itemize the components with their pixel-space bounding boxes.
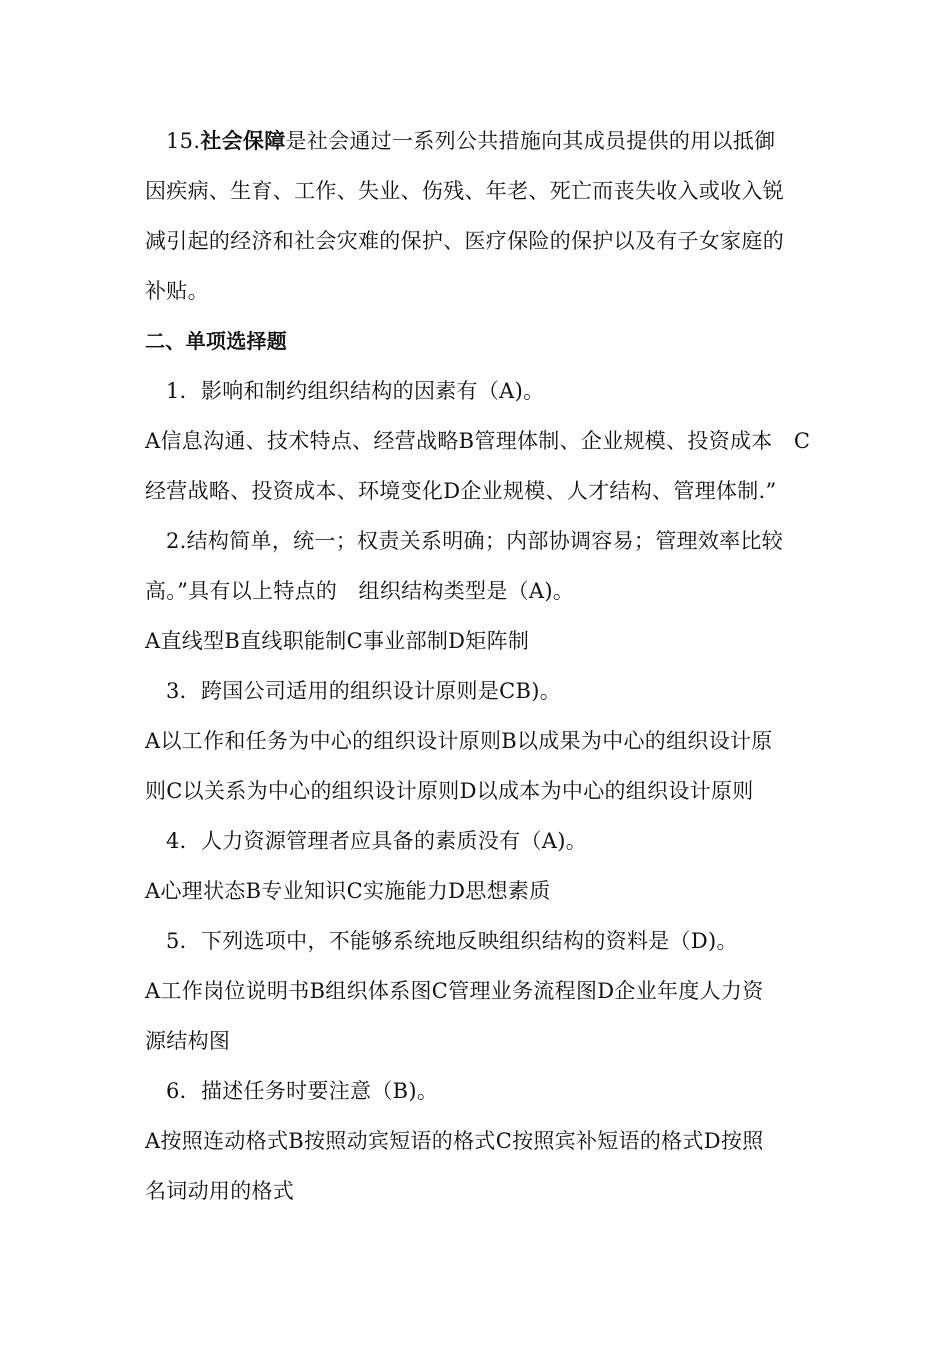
question-1-options-line-1: A信息沟通、技术特点、经营战略B管理体制、企业规模、投资成本 C — [145, 429, 811, 453]
question-5-options-line-2: 源结构图 — [145, 1029, 231, 1053]
key-term: 社会保障 — [200, 128, 286, 153]
question-6-options-line-2: 名词动用的格式 — [145, 1179, 295, 1203]
question-4-stem: 4．人力资源管理者应具备的素质没有（A)。 — [166, 829, 588, 853]
question-2-options: A直线型B直线职能制C事业部制D矩阵制 — [145, 629, 530, 653]
question-3-stem: 3．跨国公司适用的组织设计原则是CB)。 — [166, 679, 562, 703]
paragraph-15-line-2: 因疾病、生育、工作、失业、伤残、年老、死亡而丧失收入或收入锐 — [145, 179, 784, 203]
question-6-options-line-1: A按照连动格式B按照动宾短语的格式C按照宾补短语的格式D按照 — [145, 1129, 764, 1153]
question-2-stem-line-1: 2.结构简单，统一；权责关系明确；内部协调容易；管理效率比较 — [166, 529, 784, 553]
definition-text: 是社会通过一系列公共措施向其成员提供的用以抵御 — [285, 129, 776, 153]
section-heading: 二、单项选择题 — [145, 329, 288, 353]
paragraph-15-line-4: 补贴。 — [145, 279, 209, 303]
question-6-stem: 6．描述任务时要注意（B)。 — [166, 1079, 439, 1103]
question-1-stem: 1．影响和制约组织结构的因素有（A)。 — [166, 379, 545, 403]
question-5-stem: 5．下列选项中，不能够系统地反映组织结构的资料是（D)。 — [166, 929, 738, 953]
question-2-stem-line-2: 高。”具有以上特点的 组织结构类型是（A)。 — [145, 579, 575, 603]
paragraph-15-line-1 — [145, 116, 811, 166]
item-number: 15. — [166, 129, 201, 153]
question-3-options-line-1: A以工作和任务为中心的组织设计原则B以成果为中心的组织设计原 — [145, 729, 773, 753]
paragraph-15-line-3: 减引起的经济和社会灾难的保护、医疗保险的保护以及有子女家庭的 — [145, 229, 784, 253]
document-body — [145, 116, 811, 1216]
question-3-options-line-2: 则C以关系为中心的组织设计原则D以成本为中心的组织设计原则 — [145, 779, 754, 803]
question-1-options-line-2: 经营战略、投资成本、环境变化D企业规模、人才结构、管理体制.” — [145, 479, 777, 503]
question-4-options: A心理状态B专业知识C实施能力D思想素质 — [145, 879, 551, 903]
question-5-options-line-1: A工作岗位说明书B组织体系图C管理业务流程图D企业年度人力资 — [145, 979, 764, 1003]
